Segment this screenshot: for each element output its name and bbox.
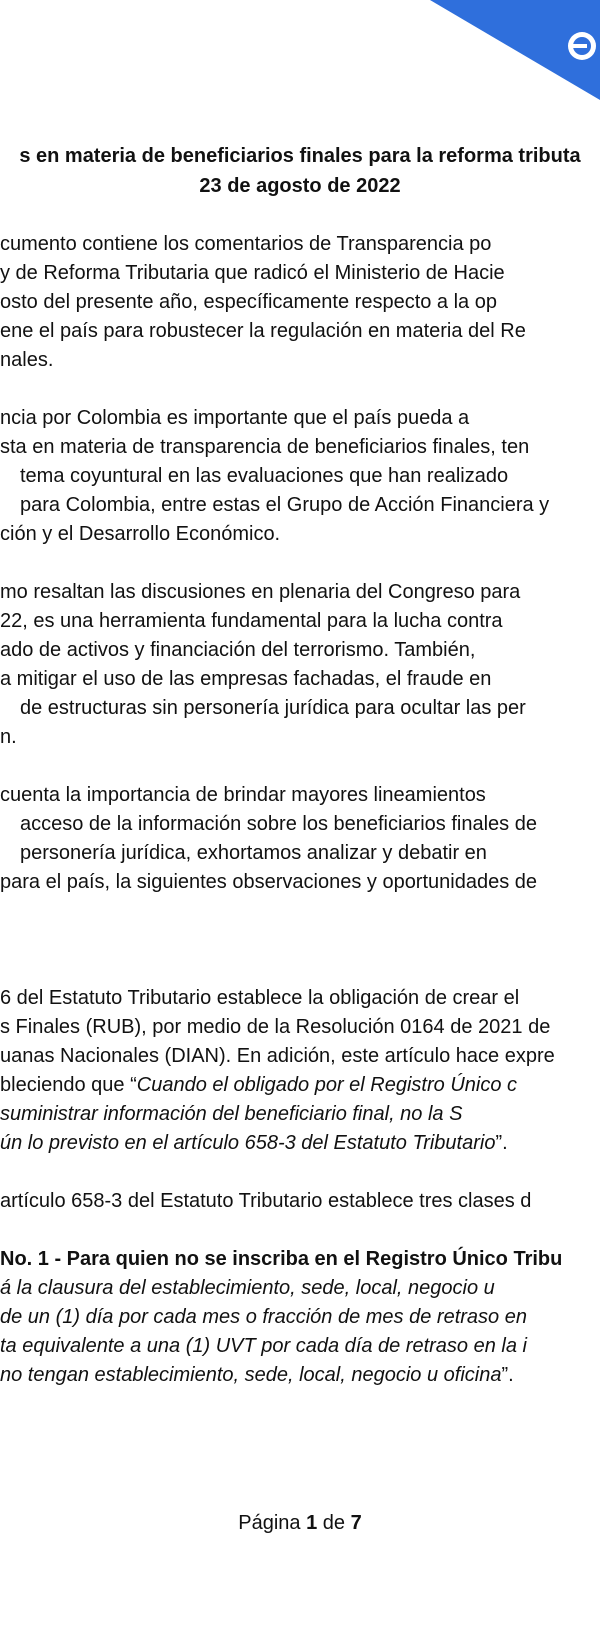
quote-close: ”. [495,1132,508,1154]
paragraph-6-line: artículo 658-3 del Estatuto Tributario establece tres clases d [0,1190,532,1212]
paragraph-3-line: mo resaltan las discusiones en plenaria del Congreso para [0,581,521,603]
paragraph-2-line: para Colombia, entre estas el Grupo de Acción Financiera y [20,494,550,516]
footer-prefix: Página [238,1512,301,1534]
quote-italic: ún lo previsto en el artículo 658-3 del Estatuto Tributario [0,1132,496,1154]
paragraph-5-line: uanas Nacionales (DIAN). En adición, este artículo hace expre [0,1045,555,1067]
quote-close: ”. [501,1364,514,1386]
paragraph-3-line: 22, es una herramienta fundamental para la lucha contra [0,610,503,632]
document-date: 23 de agosto de 2022 [199,175,401,197]
document-title: s en materia de beneficiarios finales para la reforma tributa [19,145,581,167]
sanction-heading: No. 1 - Para quien no se inscriba en el Registro Único Tribu [0,1248,563,1270]
paragraph-4-line: cuenta la importancia de brindar mayores lineamientos [0,784,486,806]
paragraph-1-line: y de Reforma Tributaria que radicó el Ministerio de Hacie [0,262,505,284]
paragraph-5-line: 6 del Estatuto Tributario establece la obligación de crear el [0,987,520,1009]
paragraph-1-line: nales. [0,349,54,371]
paragraph-4-line: personería jurídica, exhortamos analizar y debatir en [20,842,487,864]
paragraph-5-line [0,1073,517,1099]
paragraph-2-line: tema coyuntural en las evaluaciones que han realizado [20,465,509,487]
paragraph-3-line: ado de activos y financiación del terrorismo. También, [0,639,476,661]
quote-italic: Cuando el obligado por el Registro Único c [136,1074,518,1096]
sanction-italic-text: no tengan establecimiento, sede, local, negocio u oficina [0,1364,502,1386]
footer-current-page: 1 [306,1512,318,1534]
paragraph-5-line [0,1131,508,1157]
page-footer [0,1512,600,1535]
footer-middle: de [322,1512,346,1534]
footer-total-pages: 7 [350,1512,362,1534]
paragraph-2-line: ción y el Desarrollo Económico. [0,523,281,545]
paragraph-5-line: s Finales (RUB), por medio de la Resolución 0164 de 2021 de [0,1016,551,1038]
paragraph-5-text: bleciendo que “ [0,1074,137,1096]
paragraph-1-line: ene el país para robustecer la regulación en materia del Re [0,320,526,342]
quote-italic-line: suministrar información del beneficiario final, no la S [0,1103,463,1125]
paragraph-3-line: a mitigar el uso de las empresas fachadas, el fraude en [0,668,492,690]
paragraph-4-line: acceso de la información sobre los beneficiarios finales de [20,813,537,835]
sanction-italic-line: ta equivalente a una (1) UVT por cada día de retraso en la i [0,1335,527,1357]
paragraph-2-line: ncia por Colombia es importante que el país pueda a [0,407,470,429]
paragraph-3-line: n. [0,726,17,748]
paragraph-1-line: osto del presente año, específicamente respecto a la op [0,291,497,313]
paragraph-3-line: de estructuras sin personería jurídica para ocultar las per [20,697,526,719]
paragraph-2-line: sta en materia de transparencia de beneficiarios finales, ten [0,436,530,458]
sanction-italic-line: de un (1) día por cada mes o fracción de mes de retraso en [0,1306,527,1328]
paragraph-1-line: cumento contiene los comentarios de Transparencia po [0,233,492,255]
paragraph-4-line: para el país, la siguientes observaciones y oportunidades de [0,871,538,893]
sanction-italic-line: á la clausura del establecimiento, sede, local, negocio u [0,1277,495,1299]
sanction-italic-line [0,1363,514,1389]
